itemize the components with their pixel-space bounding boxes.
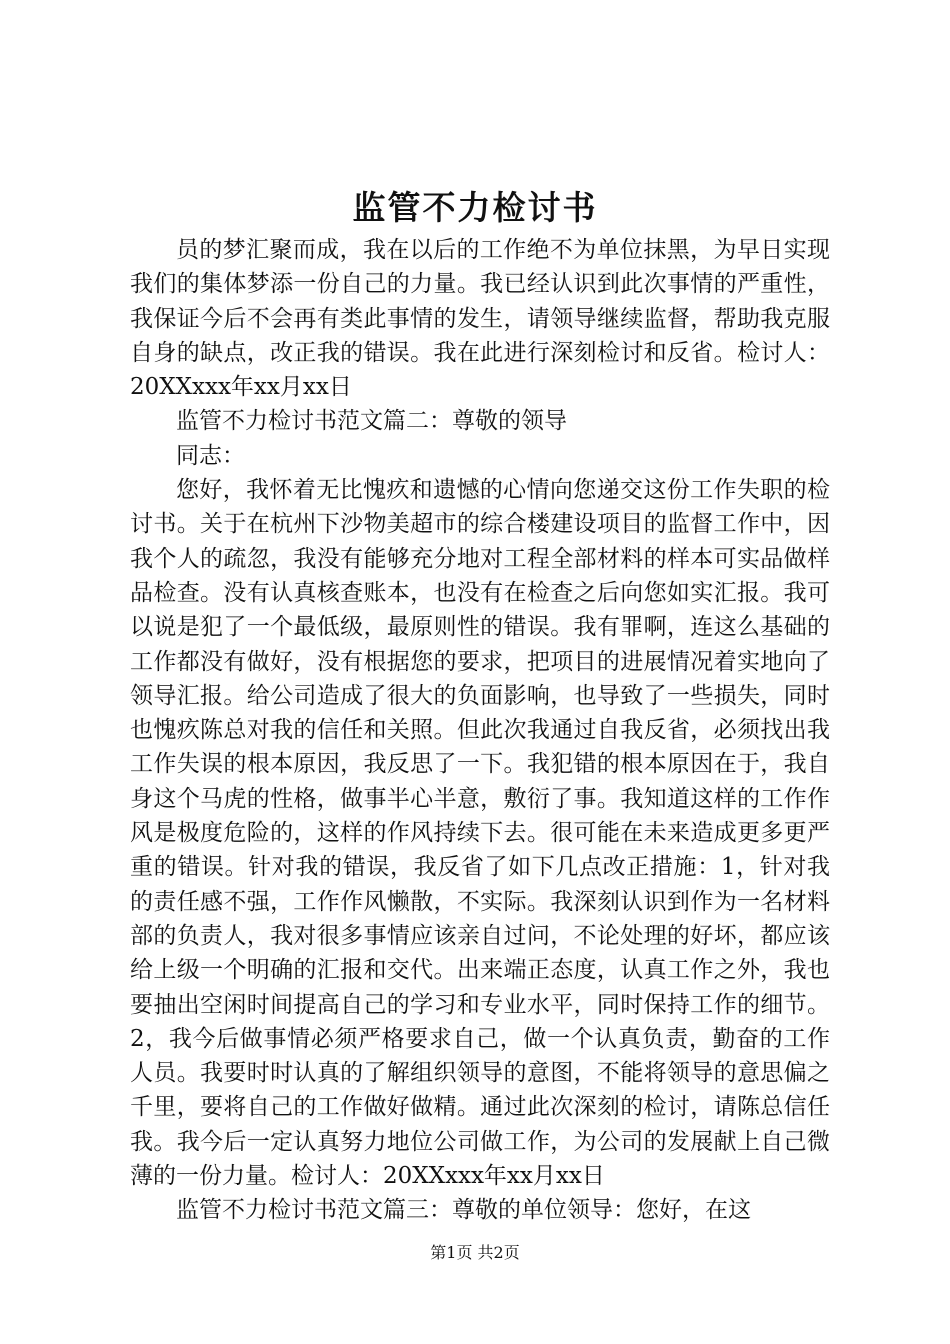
- page-number-footer: 第1页 共2页: [430, 1243, 520, 1262]
- paragraph-5: 监管不力检讨书范文篇三：尊敬的单位领导：您好，在这: [176, 1197, 751, 1224]
- paragraph-4: 您好，我怀着无比愧疚和遗憾的心情向您递交这份工作失职的检讨书。关于在杭州下沙物美超市的综合楼建设项目的监督工作中，因我个人的疏忽，我没有能够充分地对工程全部材料的样本可实品做样品检查。没有认真核查账本，也没有在检查之后向您如实汇报。我可以说是犯了一个最低级，最原则性的错误。我有罪啊，连这么基础的工作都没有做好，没有根据您的要求，把项目的进展情况着实地向了领导汇报。给公司造成了很大的负面影响，也导致了一些损失，同时也愧疚陈总对我的信任和关照。但此次我通过自我反省，必须找出我工作失误的根本原因，我反思了一下。我犯错的根本原因在于，我自身这个马虎的性格，做事半心半意，敷衍了事。我知道这样的工作作风是极度危险的，这样的作风持续下去。很可能在未来造成更多更严重的错误。针对我的错误，我反省了如下几点改正措施：1，针对我的责任感不强，工作作风懒散，不实际。我深刻认识到作为一名材料部的负责人，我对很多事情应该亲自过问，不论处理的好坏，都应该给上级一个明确的汇报和交代。出来端正态度，认真工作之外，我也要抽出空闲时间提高自己的学习和专业水平，同时保持工作的细节。2，我今后做事情必须严格要求自己，做一个认真负责，勤奋的工作人员。我要时时认真的了解组织领导的意图，不能将领导的意思偏之千里，要将自己的工作做好做精。通过此次深刻的检讨，请陈总信任我。我今后一定认真努力地位公司做工作，为公司的发展献上自己微薄的一份力量。检讨人：20XXxxx年xx月xx日: [130, 477, 830, 1190]
- paragraph-3: 同志：: [176, 442, 245, 469]
- paragraph-2: 监管不力检讨书范文篇二：尊敬的领导: [176, 408, 567, 435]
- document-title: 监管不力检讨书: [352, 188, 598, 227]
- document-body: [130, 233, 830, 1228]
- paragraph-1: 员的梦汇聚而成，我在以后的工作绝不为单位抹黑，为早日实现我们的集体梦添一份自己的力量。我已经认识到此次事情的严重性，我保证今后不会再有类此事情的发生，请领导继续监督，帮助我克服自身的缺点，改正我的错误。我在此进行深刻检讨和反省。检讨人：20XXxxx年xx月xx日: [130, 237, 830, 401]
